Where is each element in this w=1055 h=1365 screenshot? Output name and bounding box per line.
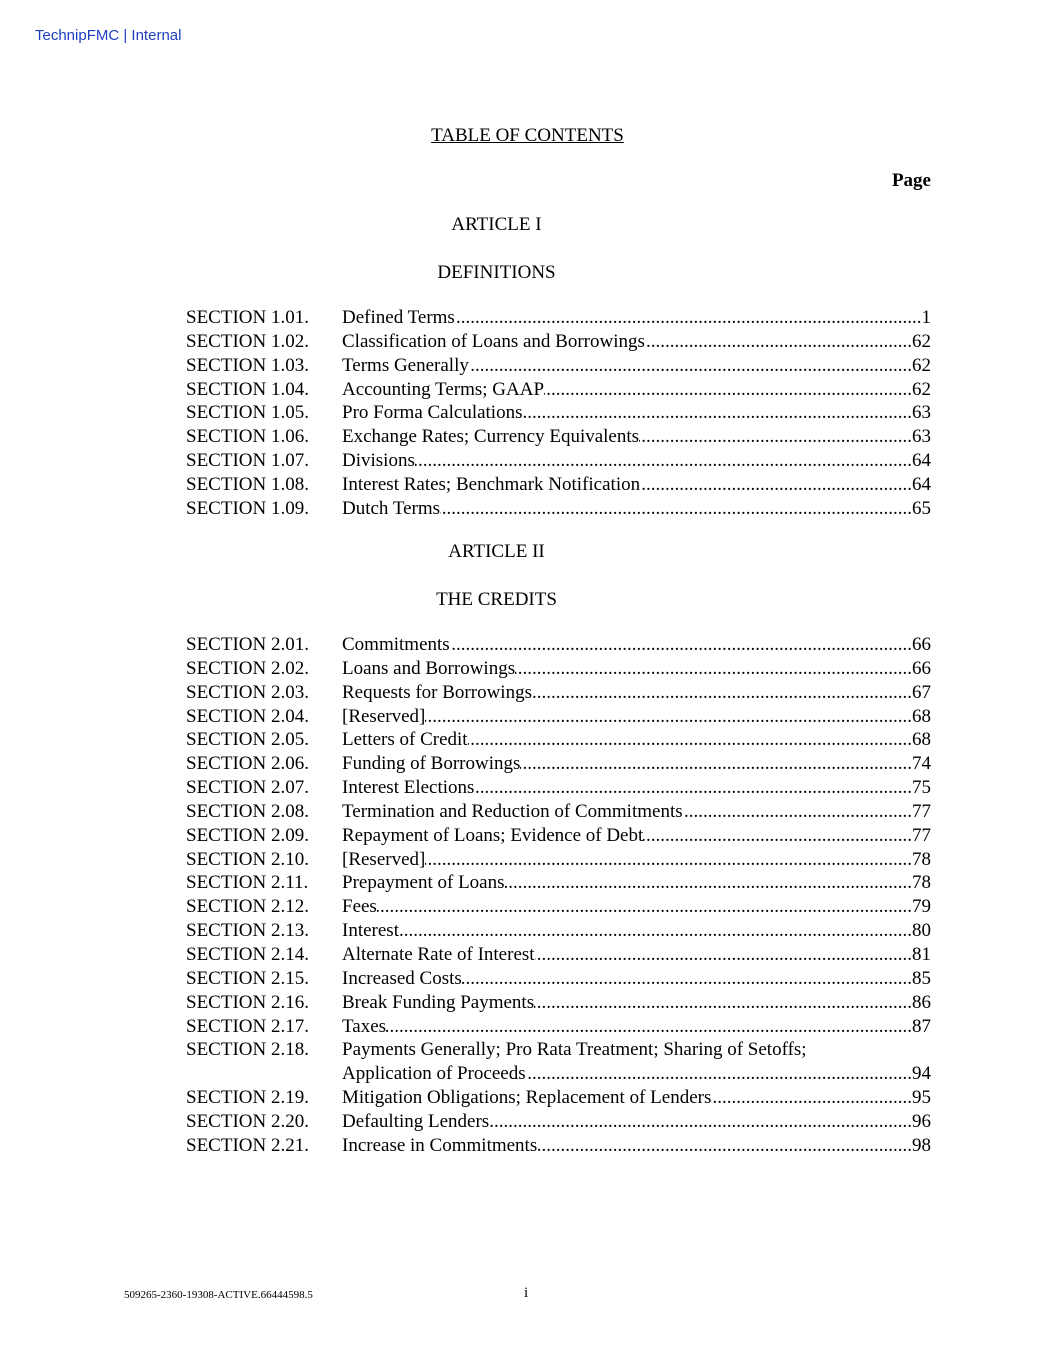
- page-ref: 77: [912, 800, 931, 822]
- section-number: SECTION 2.19.: [186, 1087, 309, 1109]
- page-ref: 74: [912, 753, 931, 775]
- page-ref: 1: [921, 307, 931, 328]
- toc-entry[interactable]: [186, 473, 931, 497]
- dot-leader: [645, 330, 912, 354]
- section-number: SECTION 2.10.: [186, 848, 309, 870]
- dot-leader: [377, 895, 912, 919]
- section-title: Defined Terms: [342, 307, 455, 328]
- page-ref: 67: [912, 681, 931, 703]
- section-title: Divisions: [342, 450, 415, 472]
- section-number: SECTION 2.15.: [186, 967, 309, 989]
- toc-entry[interactable]: [186, 728, 931, 752]
- toc-entry[interactable]: [186, 991, 931, 1015]
- toc-entry[interactable]: [186, 967, 931, 991]
- section-title: Interest Rates; Benchmark Notification: [342, 473, 641, 495]
- page-ref: 66: [912, 657, 931, 679]
- section-number: SECTION 2.06.: [186, 753, 309, 775]
- dot-leader: [683, 800, 912, 824]
- toc-entry[interactable]: [186, 354, 931, 378]
- dot-leader: [522, 401, 912, 425]
- section-title: Pro Forma Calculations: [342, 402, 523, 424]
- section-title: Break Funding Payments: [342, 991, 535, 1013]
- page-ref: 86: [912, 991, 931, 1013]
- dot-leader: [526, 1062, 912, 1086]
- section-number: SECTION 2.21.: [186, 1134, 309, 1156]
- page-ref: 94: [912, 1063, 931, 1085]
- section-number: SECTION 2.01.: [186, 634, 309, 655]
- section-title: Loans and Borrowings: [342, 657, 516, 679]
- section-title: Exchange Rates; Currency Equivalents: [342, 426, 640, 448]
- dot-leader: [489, 1110, 912, 1134]
- dot-leader: [469, 354, 912, 378]
- page-ref: 85: [912, 967, 931, 989]
- dot-leader: [537, 1134, 912, 1158]
- section-number: SECTION 1.09.: [186, 497, 309, 519]
- section-title: Mitigation Obligations; Replacement of Lenders: [342, 1087, 712, 1109]
- page-ref: 63: [912, 402, 931, 424]
- page-ref: 62: [912, 378, 931, 400]
- section-title: Terms Generally: [342, 354, 469, 376]
- section-title: Defaulting Lenders: [342, 1110, 490, 1132]
- dot-leader: [450, 633, 912, 657]
- section-number: SECTION 2.18.: [186, 1039, 309, 1061]
- page-ref: 77: [912, 824, 931, 846]
- toc-entry[interactable]: [186, 657, 931, 681]
- section-number: SECTION 1.07.: [186, 450, 309, 472]
- section-title: Termination and Reduction of Commitments: [342, 800, 683, 822]
- section-number: SECTION 1.02.: [186, 330, 309, 352]
- toc-entry[interactable]: [186, 824, 931, 848]
- toc-entry[interactable]: [186, 1015, 931, 1039]
- toc-entry[interactable]: [186, 1086, 931, 1110]
- dot-leader: [415, 449, 912, 473]
- section-title: [Reserved]: [342, 848, 426, 870]
- dot-leader: [520, 752, 912, 776]
- article-2-entries: [186, 633, 931, 1158]
- toc-entry[interactable]: [186, 681, 931, 705]
- page-ref: 68: [912, 729, 931, 751]
- section-title: Interest Elections: [342, 777, 475, 799]
- toc-entry[interactable]: [186, 401, 931, 425]
- dot-leader: [425, 705, 912, 729]
- dot-leader: [643, 824, 912, 848]
- page-ref: 64: [912, 450, 931, 472]
- toc-entry[interactable]: [186, 449, 931, 473]
- toc-entry[interactable]: [186, 848, 931, 872]
- page-ref: 80: [912, 920, 931, 942]
- section-number: SECTION 2.04.: [186, 705, 309, 727]
- section-title: Funding of Borrowings: [342, 753, 521, 775]
- page-ref: 98: [912, 1134, 931, 1156]
- page-ref: 79: [912, 896, 931, 918]
- section-number: SECTION 1.05.: [186, 402, 309, 424]
- page-ref: 81: [912, 943, 931, 965]
- toc-entry[interactable]: [186, 1110, 931, 1134]
- toc-entry[interactable]: [186, 378, 931, 402]
- toc-entry[interactable]: [186, 1038, 931, 1062]
- dot-leader: [535, 943, 912, 967]
- toc-entry[interactable]: [186, 497, 931, 521]
- article-1-heading: DEFINITIONS: [437, 262, 556, 283]
- section-title: Increased Costs: [342, 967, 462, 989]
- dot-leader: [386, 1015, 912, 1039]
- dot-leader: [711, 1086, 912, 1110]
- page-ref: 96: [912, 1110, 931, 1132]
- section-title: [Reserved]: [342, 705, 426, 727]
- article-1-label: ARTICLE I: [451, 214, 542, 235]
- dot-leader: [462, 967, 912, 991]
- dot-leader: [399, 919, 912, 943]
- dot-leader: [474, 776, 912, 800]
- toc-entry[interactable]: [186, 919, 931, 943]
- toc-entry[interactable]: [186, 306, 931, 330]
- page-ref: 87: [912, 1015, 931, 1037]
- page-ref: 78: [912, 848, 931, 870]
- page-ref: 66: [912, 634, 931, 655]
- page-ref: 68: [912, 705, 931, 727]
- section-number: SECTION 1.08.: [186, 473, 309, 495]
- section-number: SECTION 2.08.: [186, 800, 309, 822]
- page-ref: 63: [912, 426, 931, 448]
- page-ref: 75: [912, 777, 931, 799]
- section-title: Classification of Loans and Borrowings: [342, 330, 645, 352]
- section-title: Taxes: [342, 1015, 387, 1037]
- section-title: Increase in Commitments: [342, 1134, 538, 1156]
- dot-leader: [440, 497, 912, 521]
- dot-leader: [544, 378, 912, 402]
- section-title: Payments Generally; Pro Rata Treatment; Sharing of Setoffs;: [342, 1039, 807, 1061]
- dot-leader: [639, 425, 912, 449]
- section-number: SECTION 2.07.: [186, 777, 309, 799]
- page-ref: 95: [912, 1087, 931, 1109]
- toc-entry[interactable]: [186, 895, 931, 919]
- section-title: Accounting Terms; GAAP: [342, 378, 545, 400]
- dot-leader: [532, 681, 912, 705]
- section-number: SECTION 2.05.: [186, 729, 309, 751]
- section-number: SECTION 2.13.: [186, 920, 309, 942]
- section-title: Requests for Borrowings: [342, 681, 532, 703]
- toc-title: TABLE OF CONTENTS: [431, 125, 624, 146]
- page-ref: 65: [912, 497, 931, 519]
- toc-entry[interactable]: [186, 705, 931, 729]
- section-number: SECTION 2.17.: [186, 1015, 309, 1037]
- toc-entry[interactable]: [186, 871, 931, 895]
- section-number: SECTION 1.01.: [186, 307, 309, 328]
- section-number: SECTION 1.03.: [186, 354, 309, 376]
- dot-leader: [425, 848, 912, 872]
- section-title: Interest: [342, 920, 399, 942]
- toc-entry[interactable]: [186, 330, 931, 354]
- toc-entry[interactable]: [186, 1134, 931, 1158]
- section-title: Commitments: [342, 634, 450, 655]
- dot-leader: [534, 991, 912, 1015]
- article-2-label: ARTICLE II: [448, 541, 545, 562]
- classification-label: TechnipFMC | Internal: [35, 27, 182, 44]
- section-number: SECTION 2.02.: [186, 657, 309, 679]
- toc-entry-continuation[interactable]: [186, 1062, 931, 1086]
- toc-entry[interactable]: [186, 776, 931, 800]
- document-id: 509265-2360-19308-ACTIVE.66444598.5: [124, 1289, 313, 1301]
- page-ref: 62: [912, 330, 931, 352]
- page-ref: 78: [912, 872, 931, 894]
- page-ref: 62: [912, 354, 931, 376]
- section-number: SECTION 2.20.: [186, 1110, 309, 1132]
- toc-entry[interactable]: [186, 943, 931, 967]
- dot-leader: [468, 728, 912, 752]
- section-title: Repayment of Loans; Evidence of Debt: [342, 824, 644, 846]
- section-number: SECTION 1.04.: [186, 378, 309, 400]
- page-ref: 64: [912, 473, 931, 495]
- section-number: SECTION 1.06.: [186, 426, 309, 448]
- article-2-heading: THE CREDITS: [436, 589, 557, 610]
- section-number: SECTION 2.09.: [186, 824, 309, 846]
- section-number: SECTION 2.03.: [186, 681, 309, 703]
- toc-entry[interactable]: [186, 633, 931, 657]
- section-number: SECTION 2.12.: [186, 896, 309, 918]
- section-number: SECTION 2.11.: [186, 872, 309, 894]
- toc-entry[interactable]: [186, 752, 931, 776]
- section-title-continued: Application of Proceeds: [342, 1063, 526, 1085]
- page-column-heading: Page: [891, 170, 931, 191]
- dot-leader: [455, 306, 922, 330]
- section-title: Fees: [342, 896, 377, 918]
- toc-entry[interactable]: [186, 425, 931, 449]
- section-title: Prepayment of Loans: [342, 872, 505, 894]
- dot-leader: [515, 657, 912, 681]
- section-number: SECTION 2.16.: [186, 991, 309, 1013]
- dot-leader: [505, 871, 912, 895]
- section-number: SECTION 2.14.: [186, 943, 309, 965]
- section-title: Alternate Rate of Interest: [342, 943, 535, 965]
- dot-leader: [640, 473, 912, 497]
- section-title: Letters of Credit: [342, 729, 468, 751]
- page-number: i: [524, 1285, 529, 1301]
- toc-entry[interactable]: [186, 800, 931, 824]
- section-title: Dutch Terms: [342, 497, 441, 519]
- article-1-entries: [186, 306, 931, 521]
